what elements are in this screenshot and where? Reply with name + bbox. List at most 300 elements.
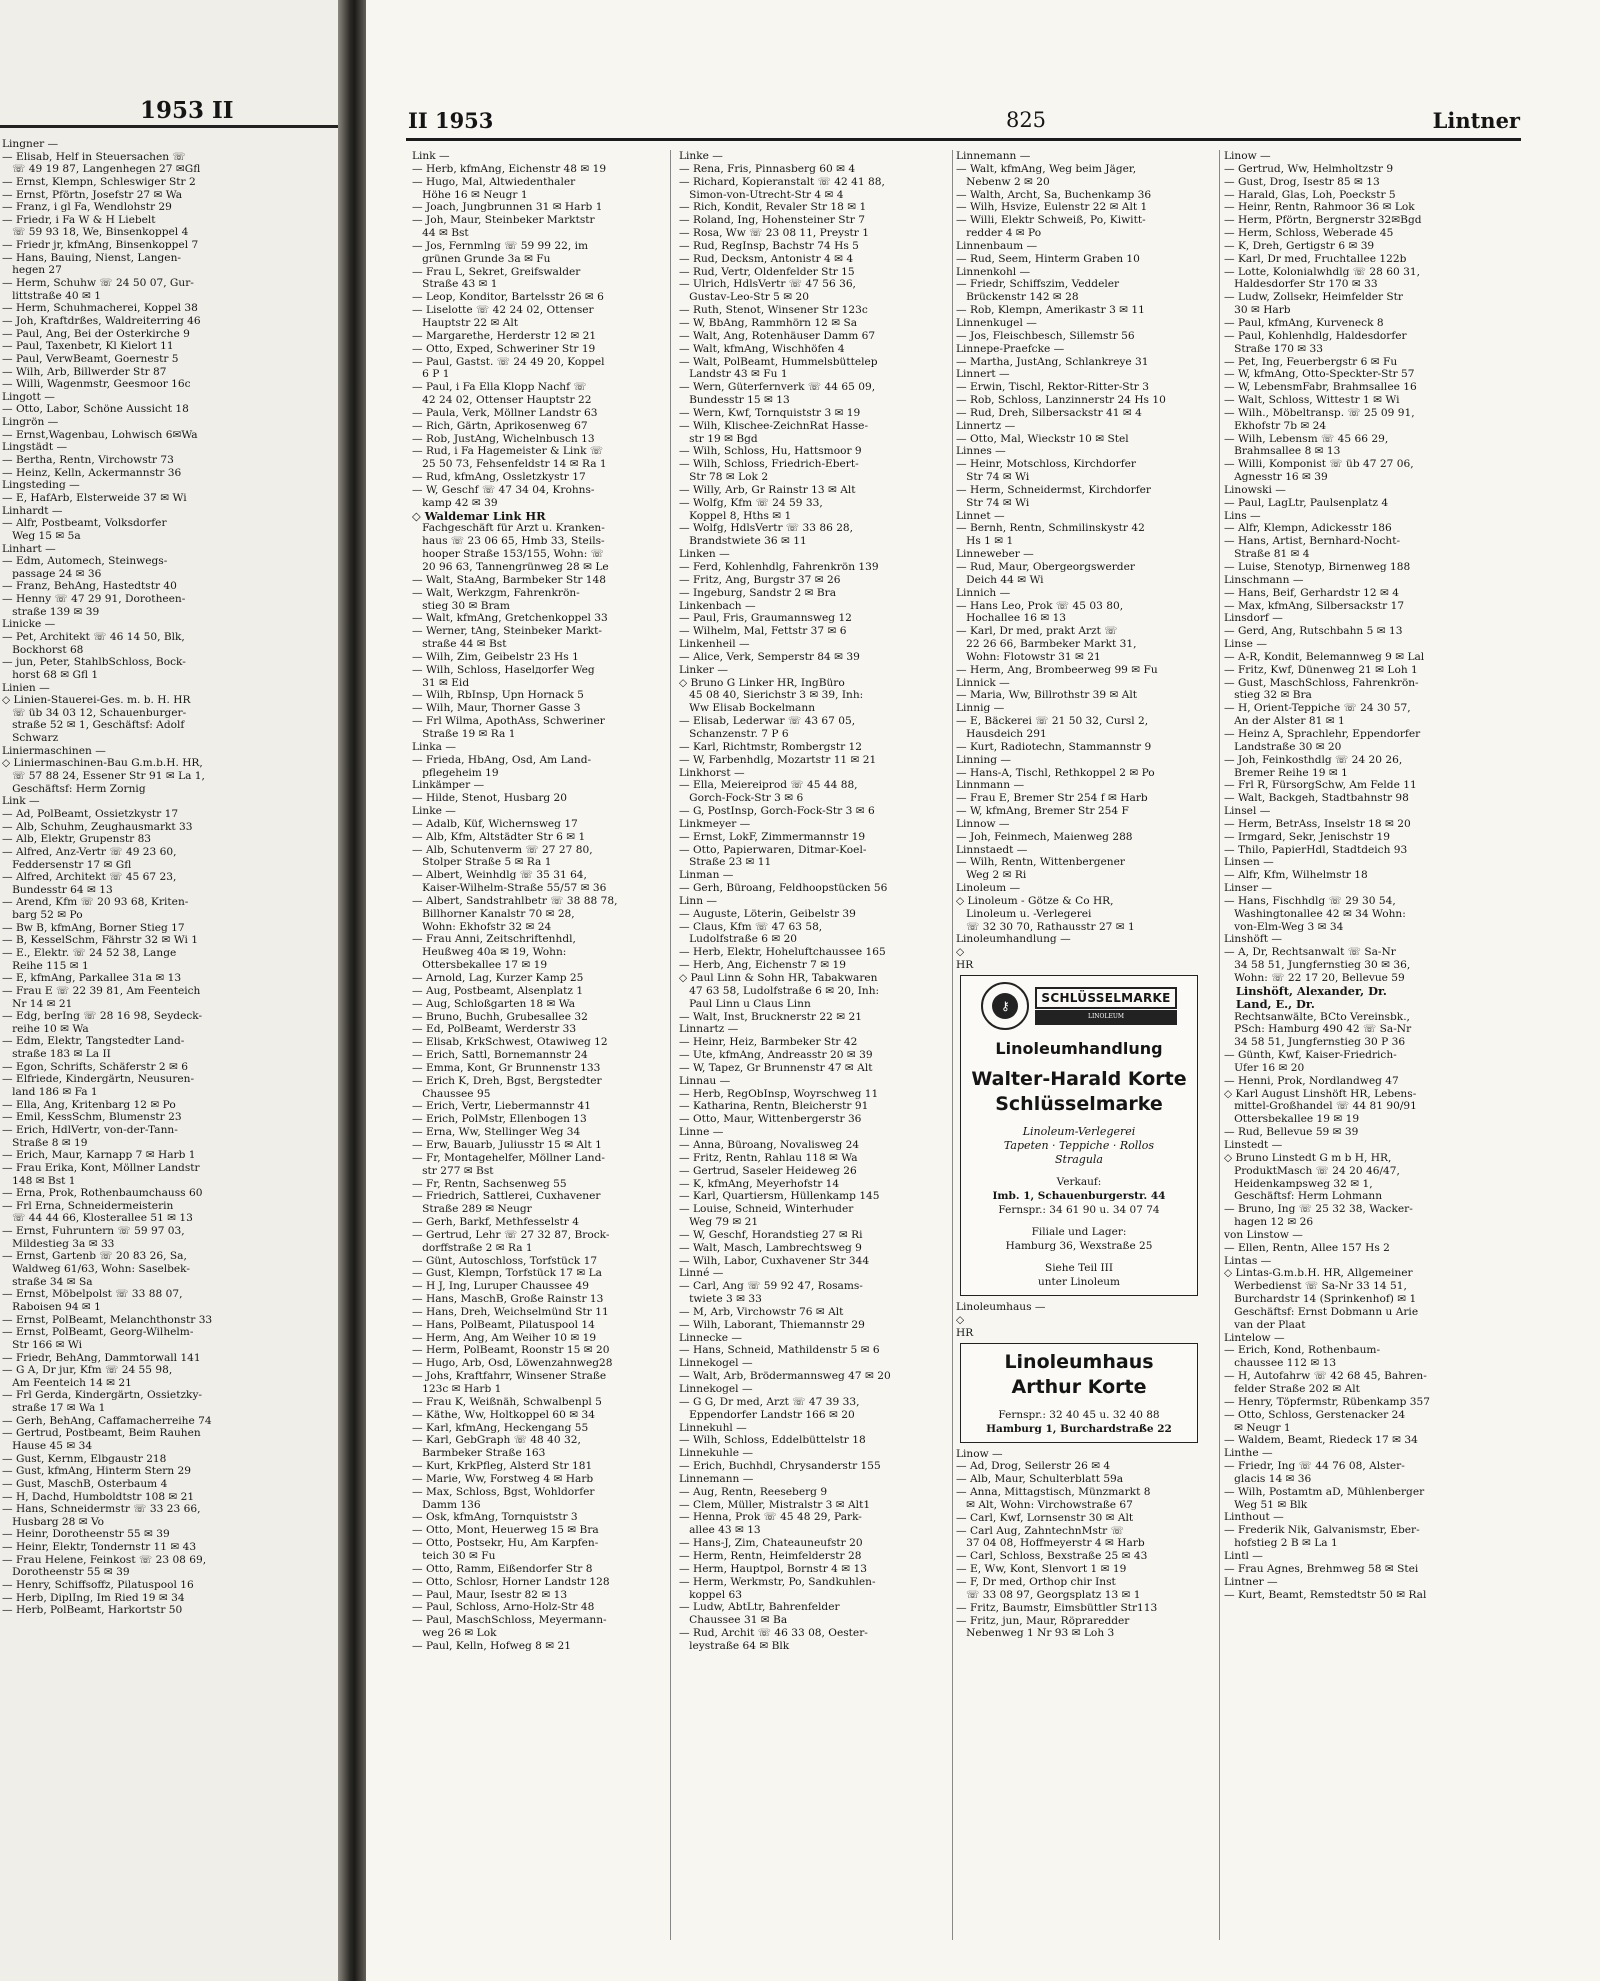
directory-entry: — Wolfg, Kfm ☏ 24 59 33, [679, 496, 823, 509]
directory-entry: — Wilh, Hsvize, Eulenstr 22 ✉ Alt 1 [956, 201, 1148, 214]
directory-entry: — Ludw, Zollsekr, Heimfelder Str [1224, 291, 1404, 304]
directory-entry: Heidenkampsweg 32 ✉ 1, [1224, 1177, 1373, 1190]
directory-heading: Linnert — [956, 368, 1010, 381]
directory-entry: — Ad, PolBeamt, Ossietzkystr 17 [2, 807, 179, 820]
directory-column-2 [679, 150, 947, 1653]
directory-heading: Lingrön — [2, 416, 59, 429]
directory-entry: — E, Ww, Kont, Slenvort 1 ✉ 19 [956, 1563, 1127, 1576]
directory-entry: — Herm, Ang, Am Weiher 10 ✉ 19 [412, 1331, 597, 1344]
book-gutter [338, 0, 368, 1981]
directory-entry: — Albert, Sandstrahlbetr ☏ 38 88 78, [412, 894, 618, 907]
directory-entry: — Aug, Schloßgarten 18 ✉ Wa [412, 997, 576, 1010]
directory-entry: — F, Dr med, Orthop chir Inst [956, 1575, 1116, 1588]
page-number: 825 [1005, 108, 1047, 132]
directory-entry: — Frl Erna, Schneidermeisterin [2, 1199, 174, 1212]
directory-entry: — Irmgard, Sekr, Jenischstr 19 [1224, 830, 1391, 843]
directory-entry: — Margarethe, Herderstr 12 ✉ 21 [412, 329, 597, 342]
directory-heading: Linoleum — [956, 882, 1021, 895]
directory-entry: — Marie, Ww, Forstweg 4 ✉ Harb [412, 1472, 594, 1485]
directory-entry: twiete 3 ✉ 33 [679, 1293, 762, 1306]
directory-entry: — Roland, Ing, Hohensteiner Str 7 [679, 214, 865, 227]
directory-entry: — Henry, Töpfermstr, Rübenkamp 357 [1224, 1395, 1430, 1408]
directory-heading: Linsdorf — [1224, 612, 1283, 625]
directory-entry: Straße 8 ✉ 19 [2, 1136, 88, 1149]
directory-entry: — Erich, PolMstr, Ellenbogen 13 [412, 1113, 587, 1126]
directory-entry: — Pet, Ing, Feuerbergstr 6 ✉ Fu [1224, 355, 1398, 368]
directory-heading: Linné — [679, 1267, 724, 1280]
directory-entry: — B, KesselSchm, Fährstr 32 ✉ Wi 1 [2, 934, 198, 947]
directory-entry: Straße 81 ✉ 4 [1224, 548, 1310, 561]
directory-entry: hagen 12 ✉ 26 [1224, 1216, 1314, 1229]
directory-heading: Linnepe-Praefcke — [956, 342, 1065, 355]
directory-entry: — Heinr, Elektr, Tondernstr 11 ✉ 43 [2, 1541, 197, 1554]
directory-entry: — Walt, kfmAng, Gretchenkoppel 33 [412, 612, 608, 625]
directory-entry: — Alb, Kfm, Altstädter Str 6 ✉ 1 [412, 830, 586, 843]
left-header-rule [0, 125, 340, 128]
directory-entry: — Gerh, Barkf, Methfesselstr 4 [412, 1216, 579, 1229]
directory-entry: — Wern, Güterfernverk ☏ 44 65 09, [679, 381, 876, 394]
directory-entry: ◇ Waldemar Link HR [412, 509, 546, 523]
directory-entry: — Henna, Prok ☏ 45 48 29, Park- [679, 1511, 862, 1524]
directory-heading: Linkenheil — [679, 638, 750, 651]
directory-entry: van der Plaat [1224, 1318, 1306, 1331]
directory-entry: — Ernst, PolBeamt, Georg-Wilhelm- [2, 1326, 194, 1339]
directory-entry: — Paul, Taxenbetr, Kl Kielort 11 [2, 340, 174, 353]
directory-heading: Linka — [412, 740, 456, 753]
directory-entry: — Fritz, Rentn, Rahlau 118 ✉ Wa [679, 1151, 858, 1164]
directory-entry: — Henny ☏ 47 29 91, Dorotheen- [2, 593, 186, 606]
directory-entry: Nebenweg 1 Nr 93 ✉ Loh 3 [956, 1627, 1115, 1640]
directory-entry: Bundesstr 15 ✉ 13 [679, 394, 790, 407]
directory-heading: Linnet — [956, 509, 1005, 522]
directory-entry: — Fr, Montagehelfer, Möllner Land- [412, 1151, 605, 1164]
directory-entry: — Lotte, Kolonialwhdlg ☏ 28 60 31, [1224, 265, 1420, 278]
directory-entry: — Gust, MaschB, Osterbaum 4 [2, 1477, 168, 1490]
page-catchword: Lintner [1432, 108, 1520, 133]
directory-entry: 47 63 58, Ludolfstraße 6 ✉ 20, Inh: [679, 984, 880, 997]
directory-entry: — Alb, Maur, Schulterblatt 59a [956, 1473, 1124, 1486]
directory-entry: — Martha, JustAng, Schlankreye 31 [956, 355, 1149, 368]
directory-entry: — Walt, Ang, Rotenhäuser Damm 67 [679, 329, 876, 342]
directory-heading: Linkenbach — [679, 599, 756, 612]
column-rule [670, 150, 671, 1940]
directory-entry: — Paula, Verk, Möllner Landstr 63 [412, 406, 598, 419]
directory-heading: Linken — [679, 548, 730, 561]
directory-entry: — W, kfmAng, Otto-Speckter-Str 57 [1224, 368, 1415, 381]
directory-entry: — Günth, Kwf, Kaiser-Friedrich- [1224, 1049, 1397, 1062]
directory-entry: — Otto, Maur, Wittenbergerstr 36 [679, 1113, 862, 1126]
directory-entry: — Ute, kfmAng, Andreasstr 20 ✉ 39 [679, 1049, 873, 1062]
directory-entry: — Gust, Drog, Isestr 85 ✉ 13 [1224, 175, 1380, 188]
directory-entry: Kaiser-Wilhelm-Straße 55/57 ✉ 36 [412, 882, 607, 895]
directory-entry: straße 17 ✉ Wa 1 [2, 1402, 106, 1415]
directory-entry: — Walt, PolBeamt, Hummelsbüttelер [679, 355, 878, 368]
directory-entry: hofstieg 2 B ✉ La 1 [1224, 1537, 1338, 1550]
directory-entry: land 186 ✉ Fa 1 [2, 1086, 98, 1099]
directory-column-4 [1224, 150, 1476, 1601]
directory-entry: — A, Dr, Rechtsanwalt ☏ Sa-Nr [1224, 946, 1396, 959]
directory-entry: Str 78 ✉ Lok 2 [679, 471, 769, 484]
directory-entry: — Carl, Schloss, Bexstraße 25 ✉ 43 [956, 1550, 1148, 1563]
directory-entry: — Joh, Feinmech, Maienweg 288 [956, 830, 1133, 843]
directory-entry: chaussee 112 ✉ 13 [1224, 1357, 1337, 1370]
directory-entry: — Friedr, Ing ☏ 44 76 08, Alster- [1224, 1460, 1405, 1473]
directory-entry: — Erwin, Tischl, Rektor-Ritter-Str 3 [956, 381, 1149, 394]
directory-entry: — Erich, HdlVertr, von-der-Tann- [2, 1123, 178, 1136]
directory-entry: — Wilh, Laborant, Thiemannstr 29 [679, 1318, 865, 1331]
directory-entry: — Gerh, BehAng, Caffamacherreihe 74 [2, 1414, 212, 1427]
directory-entry: Rechtsanwälte, BCto Vereinsbk., [1224, 1010, 1410, 1023]
directory-entry: — Katharina, Rentn, Bleicherstr 91 [679, 1100, 869, 1113]
directory-entry: — Rosa, Ww ☏ 23 08 11, Preystr 1 [679, 227, 869, 240]
directory-entry: Paul Linn u Claus Linn [679, 997, 811, 1010]
directory-entry: dorffstraße 2 ✉ Ra 1 [412, 1241, 533, 1254]
directory-entry: — Hans, PolBeamt, Pilatuspool 14 [412, 1318, 595, 1331]
directory-entry: — Karl, kfmAng, Heckengang 55 [412, 1421, 589, 1434]
directory-heading: Linnick — [956, 676, 1010, 689]
column-rule [952, 150, 953, 1940]
directory-entry: Husbarg 28 ✉ Vo [2, 1515, 105, 1528]
directory-entry: — Gust, Klempn, Torfstück 17 ✉ La [412, 1267, 602, 1280]
directory-entry: — Ellen, Rentn, Allee 157 Hs 2 [1224, 1241, 1390, 1254]
directory-entry: — jun, Peter, StahlbSchloss, Bock- [2, 656, 186, 669]
directory-entry: — Ernst, Fuhruntern ☏ 59 97 03, [2, 1225, 185, 1238]
directory-entry: — Franz, BehAng, Hastedtstr 40 [2, 580, 177, 593]
directory-heading: Linnekuhl — [679, 1421, 747, 1434]
directory-entry: — Edm, Elektr, Tangstedter Land- [2, 1035, 185, 1048]
directory-entry: — Rud, kfmAng, Ossletzkystr 17 [412, 471, 586, 484]
directory-entry: — Willi, Elektr Schweiß, Po, Kiwitt- [956, 214, 1146, 227]
directory-entry: — Ernst, Gartenb ☏ 20 83 26, Sa, [2, 1250, 187, 1263]
directory-entry: ☏ 33 08 97, Georgsplatz 13 ✉ 1 [956, 1588, 1141, 1601]
directory-entry: — Herm, PolBeamt, Roonstr 15 ✉ 20 [412, 1344, 610, 1357]
directory-column-1 [412, 150, 664, 1653]
right-page [366, 0, 1600, 1981]
directory-entry: — Hans Leo, Prok ☏ 45 03 80, [956, 599, 1124, 612]
directory-entry: — Herm, Rentn, Heimfelderstr 28 [679, 1549, 862, 1562]
directory-entry: — Bruno, Ing ☏ 25 32 38, Wacker- [1224, 1203, 1413, 1216]
directory-entry: ◇ Bruno G Linker HR, IngBüro [679, 676, 845, 689]
directory-entry: 6 P 1 [412, 368, 450, 381]
directory-entry: — Aug, Postbeamt, Alsenplatz 1 [412, 984, 584, 997]
directory-entry: — Leop, Konditor, Bartelsstr 26 ✉ 6 [412, 291, 604, 304]
directory-entry: — Walth, Archt, Sa, Buchenkamp 36 [956, 188, 1152, 201]
directory-entry: — Paul, Gastst. ☏ 24 49 20, Koppel [412, 355, 605, 368]
directory-entry: — Walt, Masch, Lambrechtsweg 9 [679, 1241, 862, 1254]
directory-entry: — Ernst, LokF, Zimmermannstr 19 [679, 830, 866, 843]
page-volume-year: II 1953 [408, 108, 494, 133]
directory-entry: — Pet, Architekt ☏ 46 14 50, Blk, [2, 630, 185, 643]
directory-heading: Linnekogel — [679, 1357, 753, 1370]
directory-entry: — Otto, Papierwaren, Ditmar-Koel- [679, 843, 867, 856]
directory-heading: Linnartz — [679, 1023, 739, 1036]
ad-phone: Fernspr.: 34 61 90 u. 34 07 74 [998, 1204, 1160, 1216]
directory-entry: allee 43 ✉ 13 [679, 1524, 761, 1537]
directory-heading: Linnmann — [956, 779, 1025, 792]
directory-entry: ☏ 59 93 18, We, Binsenkoppel 4 [2, 226, 189, 239]
directory-entry: — Waldem, Beamt, Riedeck 17 ✉ 34 [1224, 1434, 1418, 1447]
directory-entry: — Louise, Schneid, Winterhuder [679, 1203, 854, 1216]
directory-heading: Linnau — [679, 1074, 731, 1087]
directory-entry: — Otto, Mal, Wieckstr 10 ✉ Stel [956, 432, 1129, 445]
directory-heading: Linn — [679, 894, 718, 907]
directory-entry: — K, Dreh, Gertigstr 6 ✉ 39 [1224, 239, 1375, 252]
directory-entry: str 19 ✉ Bgd [679, 432, 758, 445]
directory-entry: — Herb, Elektr, Hoheluftchaussee 165 [679, 946, 886, 959]
directory-heading: Lingner — [2, 138, 59, 150]
directory-entry: — Joh, Feinkosthdlg ☏ 24 20 26, [1224, 753, 1403, 766]
directory-entry: — Max, kfmAng, Silbersackstr 17 [1224, 599, 1405, 612]
directory-entry: — Walt, Inst, Brucknerstr 22 ✉ 21 [679, 1010, 862, 1023]
directory-entry: hooper Straße 153/155, Wohn: ☏ [412, 548, 604, 561]
directory-entry: — Ludw, AbtLtr, Bahrenfelder [679, 1601, 840, 1614]
directory-entry: — Gerh, Büroang, Feldhoopstücken 56 [679, 882, 888, 895]
directory-entry: — Frederik Nik, Galvanismstr, Eber- [1224, 1524, 1420, 1537]
directory-entry: Linshöft, Alexander, Dr. [1224, 984, 1387, 998]
directory-entry: — Hans-A, Tischl, Rethkoppel 2 ✉ Po [956, 766, 1155, 779]
directory-entry: 25 50 73, Fehsenfeldstr 14 ✉ Ra 1 [412, 458, 607, 471]
directory-entry: — Frau Anni, Zeitschriftenhdl, [412, 933, 576, 946]
directory-entry: kamp 42 ✉ 39 [412, 496, 498, 509]
directory-heading: Linsel — [1224, 805, 1271, 818]
directory-entry: 20 96 63, Tannengrünweg 28 ✉ Le [412, 561, 609, 573]
directory-entry: — Kurt, Beamt, Remstedtstr 50 ✉ Ral [1224, 1588, 1427, 1601]
directory-entry: — Paul, Schloss, Arno-Holz-Str 48 [412, 1601, 595, 1614]
directory-entry: Waldweg 61/63, Wohn: Saselbek- [2, 1263, 190, 1276]
directory-entry: — Wilh, Lebensm ☏ 45 66 29, [1224, 432, 1389, 445]
directory-heading: Lintas — [1224, 1254, 1272, 1267]
directory-entry: — Karl, Richtmstr, Rombergstr 12 [679, 740, 863, 753]
directory-entry: straße 52 ✉ 1, Geschäftsf: Adolf [2, 719, 185, 732]
directory-entry: — W, Tapez, Gr Brunnenstr 47 ✉ Alt [679, 1061, 873, 1074]
directory-entry: — Gust, kfmAng, Hinterm Stern 29 [2, 1465, 192, 1478]
ad2-address: Hamburg 1, Burchardstraße 22 [986, 1422, 1172, 1435]
directory-entry: hegen 27 [2, 264, 62, 277]
directory-entry: Hochallee 16 ✉ 13 [956, 612, 1067, 625]
directory-entry: — Ulrich, HdlsVertr ☏ 47 56 36, [679, 278, 856, 291]
directory-entry: — Harald, Glas, Loh, Poeckstr 5 [1224, 188, 1396, 201]
directory-entry: Werbedienst ☏ Sa-Nr 33 14 51, [1224, 1280, 1407, 1293]
directory-entry: redder 4 ✉ Po [956, 227, 1042, 240]
directory-heading: Linien — [2, 681, 50, 694]
directory-heading: Linhart — [2, 542, 56, 555]
directory-entry: stieg 30 ✉ Bram [412, 599, 510, 612]
directory-entry: — Ernst, Pförtn, Josefstr 27 ✉ Wa [2, 188, 183, 201]
directory-heading: Lingstädt — [2, 441, 68, 454]
linoleumhandlung-advertisement [960, 975, 1198, 1296]
directory-heading: Linowski — [1224, 483, 1286, 496]
directory-entry: Straße 23 ✉ 11 [679, 856, 772, 869]
directory-entry: — Adalb, Küf, Wichernsweg 17 [412, 817, 578, 830]
directory-entry: straße 34 ✉ Sa [2, 1275, 93, 1288]
directory-entry: — Paul, kfmAng, Kurveneck 8 [1224, 316, 1384, 329]
directory-entry: ◇ Paul Linn & Sohn HR, Tabakwaren [679, 972, 878, 984]
directory-entry: — Otto, Ramm, Eißendorfer Str 8 [412, 1562, 593, 1575]
directory-heading: Linnemann — [679, 1472, 754, 1485]
directory-entry: — Joh, Kraftdrßes, Waldreiterring 46 [2, 314, 201, 327]
directory-entry: — Herm, BetrAss, Inselstr 18 ✉ 20 [1224, 817, 1411, 830]
directory-heading: von Linstow — [1224, 1228, 1303, 1241]
directory-entry: — Paul, Fris, Graumannsweg 12 [679, 612, 852, 625]
directory-entry: — Käthe, Ww, Holtkoppel 60 ✉ 34 [412, 1408, 595, 1421]
directory-entry: — Friedr, BehAng, Dammtorwall 141 [2, 1351, 201, 1364]
directory-entry: — Elfriede, Kindergärtn, Neusuren- [2, 1073, 195, 1086]
directory-entry: — Arend, Kfm ☏ 20 93 68, Kriten- [2, 896, 189, 909]
directory-heading: Linnes — [956, 445, 1006, 458]
directory-entry: — Hans, Dreh, Weichselmünd Str 11 [412, 1305, 609, 1318]
directory-entry: — Johs, Kraftfahrr, Winsener Straße [412, 1370, 607, 1383]
directory-entry: — Rena, Fris, Pinnasberg 60 ✉ 4 [679, 162, 856, 175]
directory-entry: Stolper Straße 5 ✉ Ra 1 [412, 856, 552, 869]
directory-entry: — W, kfmAng, Bremer Str 254 F [956, 805, 1129, 818]
directory-entry: Straße 19 ✉ Ra 1 [412, 727, 516, 740]
directory-entry: — Wilhelm, Mal, Fettstr 37 ✉ 6 [679, 625, 847, 638]
directory-entry: — Rud, RegInsp, Bachstr 74 Hs 5 [679, 239, 859, 252]
directory-entry: — Herb, DiplIng, Im Ried 19 ✉ 34 [2, 1591, 185, 1604]
brand-block [1035, 987, 1176, 1025]
directory-entry: — Elisab, Lederwar ☏ 43 67 05, [679, 715, 856, 728]
directory-entry: — Karl, Dr med, Fruchtallee 122b [1224, 252, 1407, 265]
directory-entry: — Ernst, PolBeamt, Melanchthonstr 33 [2, 1313, 213, 1326]
directory-entry: — Wilh, RbInsp, Upn Hornack 5 [412, 689, 584, 702]
directory-entry: 31 ✉ Eid [412, 676, 470, 689]
directory-entry: — Fr, Rentn, Sachsenweg 55 [412, 1177, 567, 1190]
directory-entry: ◇ [956, 1313, 965, 1326]
directory-entry: — Heinr, Heiz, Barmbeker Str 42 [679, 1036, 858, 1049]
header-rule [406, 138, 1521, 141]
directory-heading: Linnekogel — [679, 1383, 753, 1395]
directory-entry: Heußweg 40a ✉ 19, Wohn: [412, 946, 567, 959]
directory-entry: haus ☏ 23 06 65, Hmb 33, Steils- [412, 535, 605, 548]
page-header [366, 108, 1600, 138]
directory-entry: — Frau E, Bremer Str 254 f ✉ Harb [956, 792, 1148, 805]
directory-entry: — Edg, berIng ☏ 28 16 98, Seydeck- [2, 1010, 203, 1023]
directory-heading: Linow — [956, 1447, 1003, 1460]
directory-entry: Ottersbekallee 17 ✉ 19 [412, 959, 548, 972]
directory-entry: — Erich K, Dreh, Bgst, Bergstedter [412, 1074, 602, 1087]
directory-entry: — Walt, Werkzgm, Fahrenkrön- [412, 586, 580, 599]
directory-entry: ☏ 44 44 66, Klosterallee 51 ✉ 13 [2, 1212, 193, 1225]
directory-entry: ◇ Linoleum - Götze & Co HR, [956, 894, 1114, 907]
directory-entry: — Hans, Schneidermstr ☏ 33 23 66, [2, 1503, 201, 1516]
directory-entry: — Werner, tAng, Steinbeker Markt- [412, 625, 602, 638]
directory-entry: — Paul, VerwBeamt, Goernestr 5 [2, 352, 179, 365]
directory-entry: — Otto, Schloss, Gerstenacker 24 [1224, 1408, 1406, 1421]
ad-reference: Siehe Teil III [1045, 1262, 1113, 1274]
directory-entry: — Alfr, Postbeamt, Volksdorfer [2, 517, 167, 530]
directory-heading: Linne — [679, 1126, 724, 1139]
directory-entry: — Karl, Quartiersm, Hüllenkamp 145 [679, 1190, 880, 1203]
directory-entry: — Herm, Schloss, Weberade 45 [1224, 227, 1394, 240]
directory-entry: — Edm, Automech, Steinwegs- [2, 555, 168, 568]
directory-entry: pflegeheim 19 [412, 766, 499, 779]
directory-entry: — Fritz, Kwf, Dünenweg 21 ✉ Loh 1 [1224, 663, 1418, 676]
directory-entry: Bremer Reihe 19 ✉ 1 [1224, 766, 1348, 779]
directory-entry: — Gust, MaschSchloss, Fahrenkrön- [1224, 676, 1419, 689]
directory-heading: Lintelow — [1224, 1331, 1285, 1344]
directory-entry: weg 26 ✉ Lok [412, 1627, 497, 1640]
directory-entry: reihe 10 ✉ Wa [2, 1022, 89, 1035]
directory-entry: — Alfred, Anz-Vertr ☏ 49 23 60, [2, 845, 177, 858]
directory-entry: — Paul, MaschSchloss, Meyermann- [412, 1614, 607, 1627]
directory-entry: passage 24 ✉ 36 [2, 567, 102, 580]
directory-entry: — Rich, Kondit, Revaler Str 18 ✉ 1 [679, 201, 867, 214]
directory-entry: — A-R, Kondit, Belemannweg 9 ✉ Lal [1224, 650, 1425, 663]
directory-entry: Bockhorst 68 [2, 643, 84, 656]
directory-entry: — Gertrud, Postbeamt, Beim Rauhen [2, 1427, 201, 1440]
directory-entry: 44 ✉ Bst [412, 227, 469, 240]
directory-entry: — Wilh, Schloss, Hu, Hattsmoor 9 [679, 445, 862, 458]
directory-entry: — M, Arb, Virchowstr 76 ✉ Alt [679, 1305, 844, 1318]
directory-heading: Linneweber — [956, 548, 1034, 561]
directory-entry: teich 30 ✉ Fu [412, 1549, 496, 1562]
directory-entry: — Walt, kfmAng, Wischhöfen 4 [679, 342, 845, 355]
directory-entry: Land, E., Dr. [1224, 997, 1315, 1011]
directory-entry: — Gertrud, Saseler Heideweg 26 [679, 1164, 857, 1177]
directory-entry: Fachgeschäft für Arzt u. Kranken- [412, 522, 605, 535]
directory-entry: — W, Geschf, Horandstieg 27 ✉ Ri [679, 1228, 863, 1241]
directory-entry: — Elisab, KrkSchwest, Otawiweg 12 [412, 1036, 608, 1049]
directory-entry: — Carl, Kwf, Lornsenstr 30 ✉ Alt [956, 1511, 1134, 1524]
directory-entry: — Paul, Maur, Isestr 82 ✉ 13 [412, 1588, 568, 1601]
directory-entry: — G, PostInsp, Gorch-Fock-Str 3 ✉ 6 [679, 805, 875, 818]
directory-entry: — Frau L, Sekret, Greifswalder [412, 265, 581, 278]
ad-firm-line: Walter-Harald Korte [971, 1068, 1187, 1090]
directory-entry: — Franz, i gl Fa, Wendlohstr 29 [2, 201, 172, 214]
directory-entry: — Alb, Elektr, Grupenstr 83 [2, 833, 152, 846]
directory-entry: — Anna, Büroang, Novalisweg 24 [679, 1138, 860, 1151]
directory-entry: Hause 45 ✉ 34 [2, 1439, 93, 1452]
directory-entry: — Hans, MaschB, Große Rainstr 13 [412, 1293, 604, 1306]
directory-entry: — Rud, Decksm, Antonistr 4 ✉ 4 [679, 252, 854, 265]
directory-entry: — E, Bäckerei ☏ 21 50 32, Cursl 2, [956, 715, 1149, 728]
directory-entry: ☏ üb 34 03 12, Schauenburger- [2, 706, 187, 719]
directory-entry: — Rud, Seem, Hinterm Graben 10 [956, 252, 1140, 265]
ad-italic-line: Stragula [1055, 1153, 1103, 1166]
directory-heading: Lintl — [1224, 1549, 1263, 1562]
directory-entry: — Claus, Kfm ☏ 47 63 58, [679, 920, 823, 933]
directory-entry: — Fritz, Baumstr, Eimsbüttler Str113 [956, 1601, 1158, 1614]
directory-entry: Damm 136 [412, 1498, 481, 1511]
directory-entry: Simon-von-Utrecht-Str 4 ✉ 4 [679, 188, 844, 201]
directory-heading: Linnenkohl — [956, 265, 1031, 278]
directory-entry: — E, kfmAng, Parkallee 31a ✉ 13 [2, 972, 182, 985]
directory-entry: Gustav-Leo-Str 5 ✉ 20 [679, 291, 810, 304]
directory-entry: — Ella, Meiereiprod ☏ 45 44 88, [679, 779, 858, 792]
directory-entry: — Günt, Autoschloss, Torfstück 17 [412, 1254, 598, 1267]
directory-entry: koppel 63 [679, 1588, 742, 1601]
directory-heading: Linow — [1224, 150, 1271, 162]
left-page-header: 1953 II [140, 97, 234, 124]
directory-entry: Str 74 ✉ Wi [956, 496, 1030, 509]
directory-entry: — Clem, Müller, Mistralstr 3 ✉ Alt1 [679, 1498, 871, 1511]
directory-entry: — G G, Dr med, Arzt ☏ 47 39 33, [679, 1395, 860, 1408]
directory-entry: Geschäftsf: Herm Zornig [2, 782, 146, 795]
directory-heading: Linnig — [956, 702, 1005, 715]
directory-heading: HR [956, 959, 974, 972]
directory-entry: — Wilh, Klischee-ZeichnRat Hasse- [679, 419, 869, 432]
directory-entry: Eppendorfer Landstr 166 ✉ 20 [679, 1408, 855, 1421]
directory-entry: — Jos, Fleischbesch, Sillemstr 56 [956, 329, 1135, 342]
directory-entry: barg 52 ✉ Po [2, 909, 83, 922]
directory-entry: Str 74 ✉ Wi [956, 471, 1030, 484]
ad-branch-label: Filiale und Lager: [1031, 1226, 1127, 1238]
directory-entry: — Rob, Klempn, Amerikastr 3 ✉ 11 [956, 304, 1145, 317]
directory-heading: Linshöft — [1224, 933, 1283, 946]
directory-entry: — Heinz A, Sprachlehr, Eppendorfer [1224, 727, 1421, 740]
directory-entry: — Rud, Maur, Obergeorgswerder [956, 561, 1135, 573]
directory-entry: — Willi, Komponist ☏ üb 47 27 06, [1224, 458, 1414, 471]
